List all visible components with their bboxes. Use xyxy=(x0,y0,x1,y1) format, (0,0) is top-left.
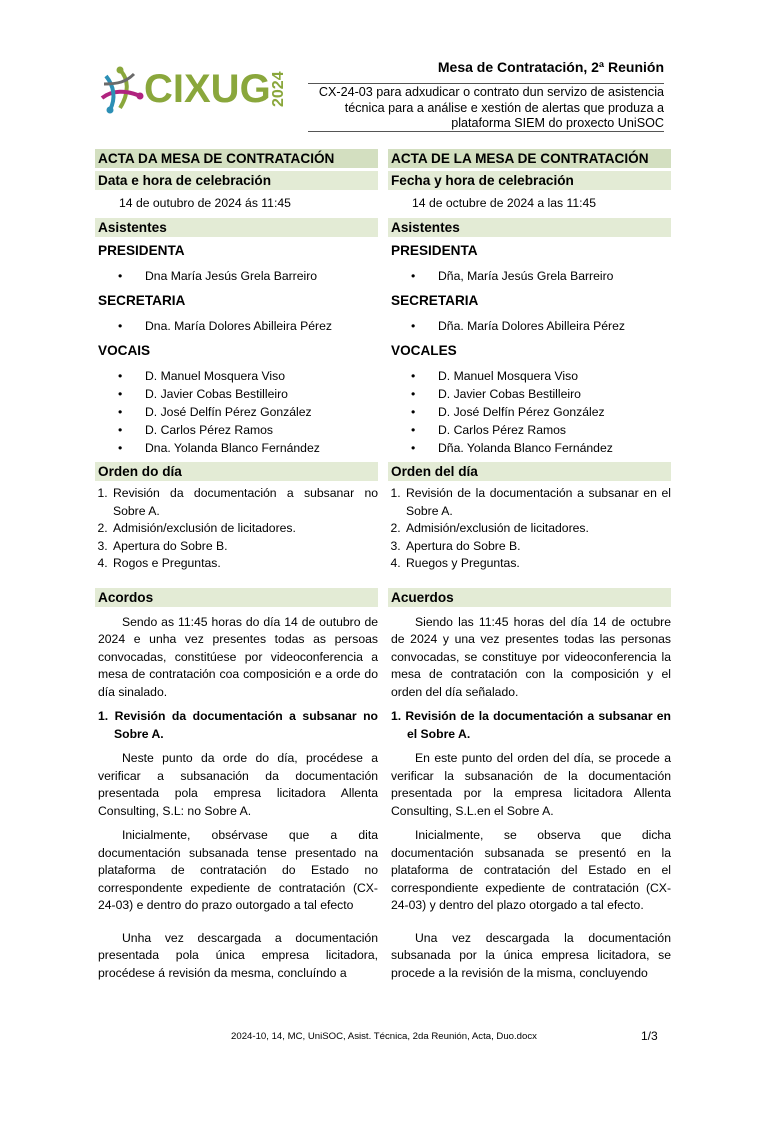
list-item: • D. José Delfín Pérez González xyxy=(388,403,671,421)
section-heading-date: Data e hora de celebración xyxy=(95,171,378,190)
list-item: • D. Manuel Mosquera Viso xyxy=(388,367,671,385)
list-item: 3. Apertura do Sobre B. xyxy=(111,538,378,556)
section-heading-agreements: Acordos xyxy=(95,588,378,607)
role-secretary-label: SECRETARIA xyxy=(391,293,479,308)
page-number: 1/3 xyxy=(641,1029,658,1043)
column-spanish xyxy=(388,149,671,982)
section-heading-acta: ACTA DE LA MESA DE CONTRATACIÓN xyxy=(388,149,671,168)
paragraph: Siendo las 11:45 horas del día 14 de octubre de 2024 y una vez presentes todas las personas convocadas, se constituye por videoconferencia la mesa de contratación con la composición y el orden del día señalado. xyxy=(391,614,671,699)
paragraph: Neste punto da orde do día, procédese a verificar a subsanación da documentación presentada pola empresa licitadora Allenta Consulting, S.L: no Sobre A. xyxy=(98,751,378,818)
list-item: 3. Apertura do Sobre B. xyxy=(404,538,671,556)
list-item: • Dna. Yolanda Blanco Fernández xyxy=(95,439,378,457)
list-item: • Dña. Yolanda Blanco Fernández xyxy=(388,439,671,457)
column-galician xyxy=(95,149,378,982)
subsection-heading: 1. Revisión da documentación a subsanar no Sobre A. xyxy=(98,709,378,741)
meeting-date: 14 de octubre de 2024 a las 11:45 xyxy=(412,196,597,210)
paragraph: Una vez descargada la documentación subsanada por la única empresa licitadora, se procede a la revisión de la misma, concluyendo xyxy=(391,930,671,980)
paragraph: Sendo as 11:45 horas do día 14 de outubro de 2024 e unha vez presentes todas as persoas convocadas, constitúese por videoconferencia a mesa de contratación coa composición e a orde do día sinalado. xyxy=(98,614,378,699)
secretary-name: • Dña. María Dolores Abilleira Pérez xyxy=(388,317,671,335)
section-heading-agreements: Acuerdos xyxy=(388,588,671,607)
section-heading-date: Fecha y hora de celebración xyxy=(388,171,671,190)
members-list xyxy=(95,367,378,457)
paragraph: Inicialmente, se observa que dicha documentación subsanada se presentó en la plataforma de contratación del Estado en el correspondiente expediente de contratación (CX-24-03) y dentro del plazo otorgado a tal efecto. xyxy=(391,828,671,912)
document-subtitle: CX-24-03 para adxudicar o contrato dun servizo de asistencia técnica para a análise e xestión de alertas que produza a plataforma SIEM do proxecto UniSOC xyxy=(318,85,664,130)
section-heading-acta: ACTA DA MESA DE CONTRATACIÓN xyxy=(95,149,378,168)
list-item: • D. Javier Cobas Bestilleiro xyxy=(388,385,671,403)
role-members-label: VOCAIS xyxy=(98,343,151,358)
cixug-logo xyxy=(94,64,304,116)
section-heading-agenda: Orden del día xyxy=(388,462,671,481)
list-item: • D. Javier Cobas Bestilleiro xyxy=(95,385,378,403)
list-item: • D. José Delfín Pérez González xyxy=(95,403,378,421)
list-item: 2. Admisión/exclusión de licitadores. xyxy=(404,520,671,538)
header-divider-bottom xyxy=(308,131,664,132)
list-item: 1. Revisión de la documentación a subsanar en el Sobre A. xyxy=(404,485,671,520)
section-heading-attendees: Asistentes xyxy=(388,218,671,237)
paragraph: En este punto del orden del día, se procede a verificar la subsanación de la documentación presentada por la empresa licitadora Allenta Consulting, S.L.en el Sobre A. xyxy=(391,751,671,818)
logo-year: 2024 xyxy=(270,71,287,107)
section-heading-agenda: Orden do día xyxy=(95,462,378,481)
list-item: 4. Ruegos y Preguntas. xyxy=(404,555,671,573)
list-item: • D. Manuel Mosquera Viso xyxy=(95,367,378,385)
agenda-list xyxy=(95,485,378,573)
role-president-label: PRESIDENTA xyxy=(391,243,478,258)
agenda-list xyxy=(388,485,671,573)
section-heading-attendees: Asistentes xyxy=(95,218,378,237)
logo-wordmark: CIXUG xyxy=(144,67,271,111)
role-secretary-label: SECRETARIA xyxy=(98,293,186,308)
list-item: • D. Carlos Pérez Ramos xyxy=(95,421,378,439)
paragraph: Unha vez descargada a documentación presentada pola única empresa licitadora, procédese á revisión da mesma, concluíndo a xyxy=(98,930,378,980)
cixug-emblem-icon xyxy=(94,64,146,116)
president-name: • Dna María Jesús Grela Barreiro xyxy=(95,267,378,285)
footer-filename: 2024-10, 14, MC, UniSOC, Asist. Técnica, 2da Reunión, Acta, Duo.docx xyxy=(231,1031,537,1042)
list-item: • D. Carlos Pérez Ramos xyxy=(388,421,671,439)
role-members-label: VOCALES xyxy=(391,343,457,358)
paragraph: Inicialmente, obsérvase que a dita documentación subsanada tense presentado na plataforma de contratación do Estado no correspondente expediente de contratación (CX-24-03) e dentro do prazo outorgado a tal efecto xyxy=(98,828,378,912)
header-divider xyxy=(308,83,664,84)
members-list xyxy=(388,367,671,457)
role-president-label: PRESIDENTA xyxy=(98,243,185,258)
list-item: 4. Rogos e Preguntas. xyxy=(111,555,378,573)
list-item: 2. Admisión/exclusión de licitadores. xyxy=(111,520,378,538)
document-title: Mesa de Contratación, 2ª Reunión xyxy=(437,59,664,75)
president-name: • Dña, María Jesús Grela Barreiro xyxy=(388,267,671,285)
list-item: 1. Revisión da documentación a subsanar no Sobre A. xyxy=(111,485,378,520)
meeting-date: 14 de outubro de 2024 ás 11:45 xyxy=(119,196,291,210)
secretary-name: • Dna. María Dolores Abilleira Pérez xyxy=(95,317,378,335)
subsection-heading: 1. Revisión de la documentación a subsanar en el Sobre A. xyxy=(391,709,671,741)
